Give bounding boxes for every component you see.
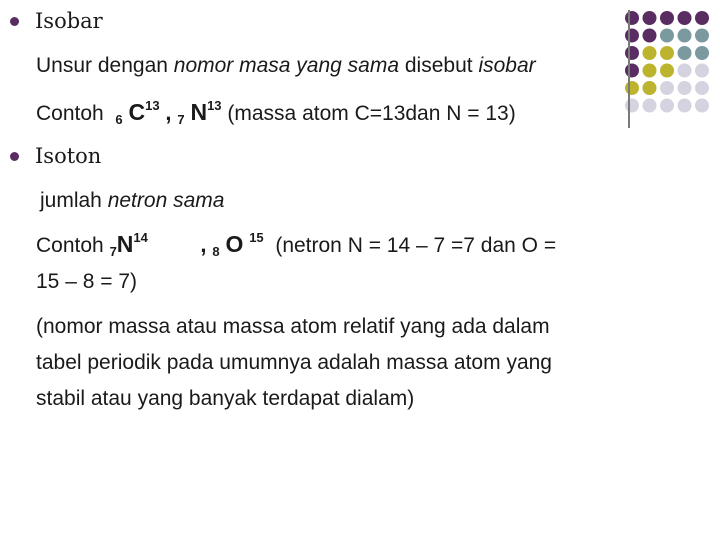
- atomic-number: 7: [177, 112, 185, 127]
- isoton-note-line-2: tabel periodik pada umumnya adalah massa atom yang: [36, 351, 552, 374]
- bullet-dot-icon: [10, 17, 19, 26]
- decorative-dot: [695, 46, 709, 60]
- isoton-example-note: (netron N = 14 – 7 =7 dan O =: [275, 234, 557, 257]
- element-symbol: C: [128, 99, 146, 125]
- decorative-dot: [695, 11, 709, 25]
- isoton-note-line-1: (nomor massa atau massa atom relatif yang ada dalam: [36, 315, 550, 338]
- isobar-example: Contoh $_6$ $C^{13}$ , $_7$ $N^{13}$ (massa atom C=13dan N = 13): [36, 98, 516, 127]
- decorative-dot: [660, 64, 674, 78]
- element-symbol: O: [225, 231, 244, 257]
- decorative-dot: [678, 99, 692, 113]
- bullet-isobar: [10, 9, 103, 33]
- decorative-dot: [678, 81, 692, 95]
- bullet-heading-isobar: Isobar: [35, 9, 103, 33]
- decorative-dot: [678, 46, 692, 60]
- isobar-definition: Unsur dengan nomor masa yang sama disebut isobar: [36, 54, 536, 77]
- isobar-example-note: (massa atom C=13dan N = 13): [227, 102, 516, 125]
- isobar-definition-italic: nomor masa yang sama: [173, 54, 400, 77]
- atomic-number: 7: [109, 244, 117, 259]
- isoton-definition: jumlah netron sama: [40, 189, 225, 212]
- bullet-dot-icon: [10, 152, 19, 161]
- decorative-dot: [678, 29, 692, 43]
- decorative-dot: [660, 99, 674, 113]
- atomic-number: 8: [212, 244, 220, 259]
- decorative-dot: [643, 81, 657, 95]
- isoton-note-line-3: stabil atau yang banyak terdapat dialam): [36, 387, 415, 410]
- isobar-term: isobar: [478, 54, 536, 77]
- bullet-isoton: [10, 144, 101, 168]
- decorative-dot: [678, 11, 692, 25]
- decorative-dot: [695, 81, 709, 95]
- example-label: Contoh: [36, 234, 104, 257]
- decorative-dot: [660, 11, 674, 25]
- mass-number: 15: [249, 230, 264, 245]
- decorative-dot: [660, 81, 674, 95]
- decorative-dot: [695, 29, 709, 43]
- isoton-definition-italic: netron sama: [107, 189, 225, 212]
- mass-number: 13: [207, 98, 222, 113]
- decorative-dot: [660, 46, 674, 60]
- decorative-dot: [643, 46, 657, 60]
- element-symbol: N: [116, 231, 134, 257]
- isoton-example: Contoh $_7N^{14}$ , $_8$ O $^{15}$ (netron N = 14 – 7 =7 dan O =: [36, 230, 557, 259]
- isoton-example-note-cont: 15 – 8 = 7): [36, 270, 137, 293]
- decorative-dot: [643, 11, 657, 25]
- decorative-dot: [660, 29, 674, 43]
- example-label: Contoh: [36, 102, 104, 125]
- mass-number: 13: [145, 98, 160, 113]
- decorative-dot: [643, 29, 657, 43]
- decorative-dot: [678, 64, 692, 78]
- element-symbol: N: [190, 99, 208, 125]
- decorative-dot: [643, 64, 657, 78]
- decorative-vertical-line: [628, 10, 630, 128]
- decorative-dot: [695, 99, 709, 113]
- decorative-dot: [643, 99, 657, 113]
- mass-number: 14: [133, 230, 148, 245]
- decorative-dot: [695, 64, 709, 78]
- atomic-number: 6: [115, 112, 123, 127]
- bullet-heading-isoton: Isoton: [35, 144, 102, 168]
